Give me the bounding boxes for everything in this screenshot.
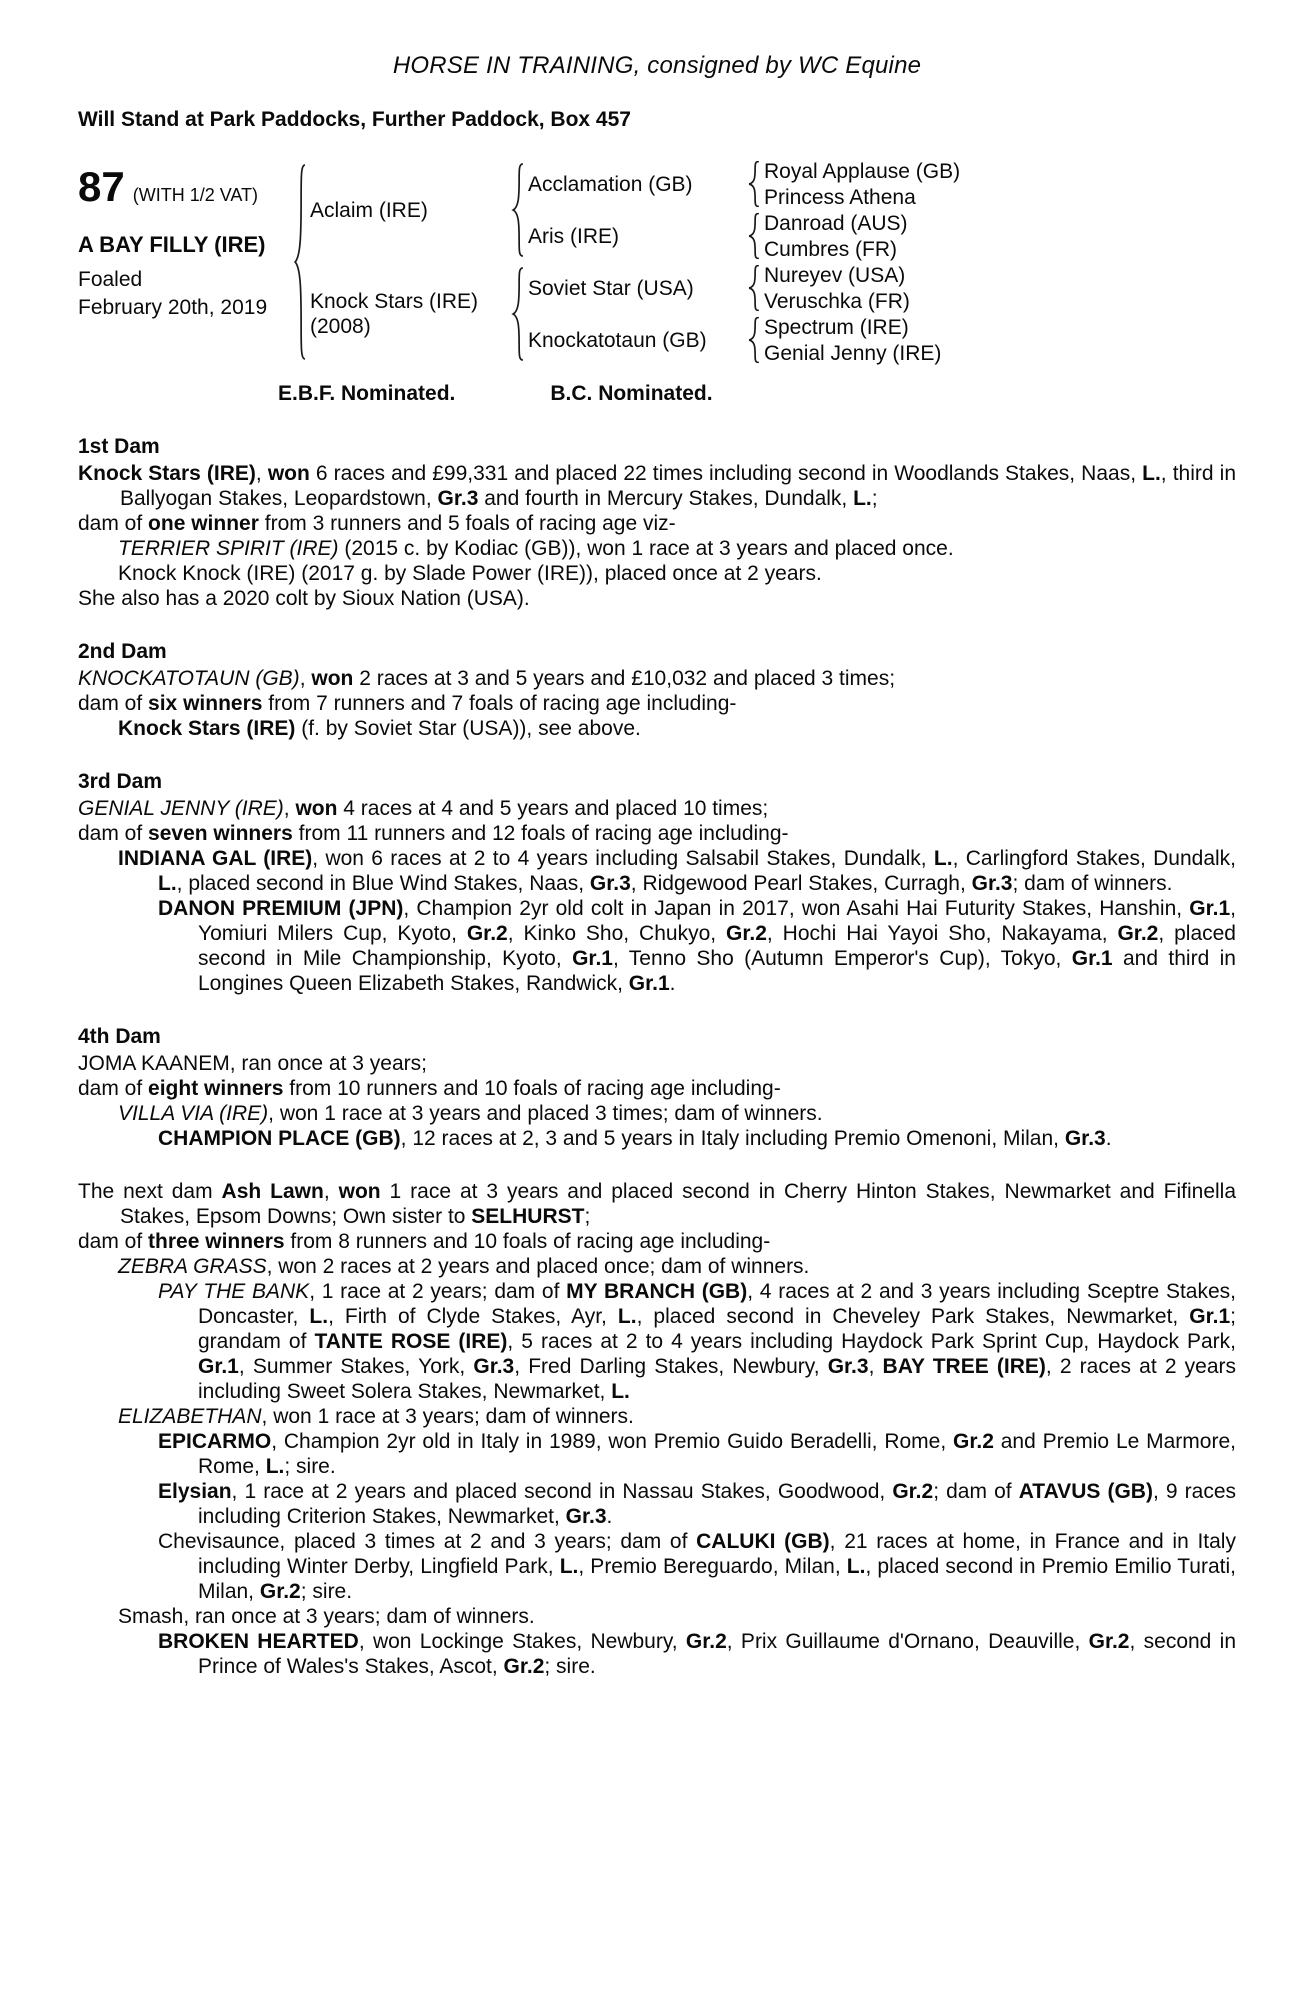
text-segment: ; sire. bbox=[544, 1655, 596, 1678]
text-segment: Gr.2 bbox=[1117, 922, 1159, 945]
text-segment: Gr.1 bbox=[1071, 947, 1113, 970]
text-segment: Smash, ran once at 3 years; dam of winners. bbox=[118, 1605, 535, 1628]
catalog-paragraph bbox=[78, 1101, 1236, 1126]
text-segment: Chevisaunce, placed 3 times at 2 and 3 years; dam of bbox=[158, 1530, 697, 1553]
text-segment: PAY THE BANK bbox=[158, 1280, 310, 1303]
text-segment: , 21 races at home, in France and in Italy including Winter Derby, Lingfield Park, bbox=[198, 1530, 1236, 1578]
text-segment: won bbox=[311, 667, 354, 690]
pedigree-name: Princess Athena bbox=[764, 185, 916, 209]
catalog-section bbox=[78, 1179, 1236, 1679]
text-segment: , won 2 races at 2 years and placed once; dam of winners. bbox=[266, 1255, 810, 1278]
text-segment: , Carlingford Stakes, Dundalk, bbox=[952, 847, 1237, 870]
text-segment: Gr.1 bbox=[628, 972, 670, 995]
text-segment: ; bbox=[871, 487, 878, 510]
text-segment: , 4 races at 2 and 3 years including Sceptre Stakes, Doncaster, bbox=[198, 1280, 1236, 1328]
pedigree-name: Nureyev (USA) bbox=[764, 263, 906, 287]
catalog-paragraph bbox=[78, 1429, 1236, 1479]
text-segment: , second in Prince of Wales's Stakes, Ascot, bbox=[198, 1630, 1236, 1678]
text-segment: , 1 race at 2 years and placed second in Nassau Stakes, Goodwood, bbox=[231, 1480, 893, 1503]
lot-line bbox=[78, 163, 288, 210]
text-segment: L. bbox=[265, 1455, 285, 1478]
text-segment: DANON PREMIUM (JPN) bbox=[158, 897, 404, 920]
text-segment: Gr.3 bbox=[1064, 1127, 1106, 1150]
text-segment: CHAMPION PLACE (GB) bbox=[158, 1127, 401, 1150]
brace-icon bbox=[511, 267, 524, 361]
foaled-label: Foaled bbox=[78, 268, 143, 291]
catalog-paragraph bbox=[78, 461, 1236, 511]
ebf-nominated: E.B.F. Nominated. bbox=[278, 382, 456, 405]
pedigree-g3-3 bbox=[764, 236, 960, 262]
catalog-paragraph bbox=[78, 796, 1236, 821]
text-segment: Gr.3 bbox=[473, 1355, 515, 1378]
text-segment: and Premio Le Marmore, Rome, bbox=[198, 1430, 1236, 1478]
pedigree-g3-7 bbox=[764, 340, 960, 366]
text-segment: , Champion 2yr old in Italy in 1989, won Premio Guido Beradelli, Rome, bbox=[271, 1430, 954, 1453]
pedigree-dam-year: (2008) bbox=[310, 315, 371, 338]
lot-info bbox=[78, 158, 288, 320]
text-segment: from 7 runners and 7 foals of racing age including- bbox=[262, 692, 737, 715]
text-segment: BROKEN HEARTED bbox=[158, 1630, 359, 1653]
text-segment: Ash Lawn bbox=[221, 1180, 324, 1203]
text-segment: , placed second in Mile Championship, Kyoto, bbox=[198, 922, 1236, 970]
page-title: HORSE IN TRAINING, consigned by WC Equine bbox=[392, 52, 922, 79]
pedigree-g3-2 bbox=[764, 210, 960, 236]
catalog-paragraph bbox=[78, 536, 1236, 561]
text-segment: , Hochi Hai Yayoi Sho, Nakayama, bbox=[766, 922, 1118, 945]
text-segment: Knock Knock (IRE) (2017 g. by Slade Power (IRE)), placed once at 2 years. bbox=[118, 562, 822, 585]
pedigree-name: Genial Jenny (IRE) bbox=[764, 341, 942, 365]
text-segment: Gr.3 bbox=[437, 487, 479, 510]
section-heading: 1st Dam bbox=[78, 435, 160, 458]
text-segment: , Premio Bereguardo, Milan, bbox=[578, 1555, 847, 1578]
text-segment: , Summer Stakes, York, bbox=[238, 1355, 474, 1378]
pedigree-name: Aris (IRE) bbox=[528, 224, 619, 248]
text-segment: 6 races and £99,331 and placed 22 times including second in Woodlands Stakes, Naas, bbox=[309, 462, 1143, 485]
text-segment: Gr.2 bbox=[1088, 1630, 1130, 1653]
catalog-paragraph bbox=[78, 1629, 1236, 1679]
text-segment: , Prix Guillaume d'Ornano, Deauville, bbox=[726, 1630, 1089, 1653]
text-segment: ; sire. bbox=[300, 1580, 353, 1603]
text-segment: dam of bbox=[78, 1230, 149, 1253]
catalog-paragraph bbox=[78, 1179, 1236, 1229]
text-segment: L. bbox=[1142, 462, 1161, 485]
text-segment: won bbox=[267, 462, 310, 485]
text-segment: The next dam bbox=[78, 1180, 222, 1203]
text-segment: 4 races at 4 and 5 years and placed 10 times; bbox=[337, 797, 769, 820]
text-segment: . bbox=[669, 972, 676, 995]
lot-number: 87 bbox=[78, 163, 125, 210]
vat-note: (WITH 1/2 VAT) bbox=[132, 185, 259, 205]
text-segment: BAY TREE (IRE) bbox=[882, 1355, 1046, 1378]
text-segment: INDIANA GAL (IRE) bbox=[118, 847, 313, 870]
section-heading: 4th Dam bbox=[78, 1025, 161, 1048]
text-segment: Gr.2 bbox=[726, 922, 767, 945]
pedigree-name: Knock Stars (IRE) bbox=[310, 290, 479, 313]
pedigree-block bbox=[78, 158, 1236, 366]
catalog-paragraph bbox=[78, 1126, 1236, 1151]
foaled-date: February 20th, 2019 bbox=[78, 296, 268, 319]
text-segment: eight winners bbox=[148, 1077, 284, 1100]
text-segment: , 12 races at 2, 3 and 5 years in Italy including Premio Omenoni, Milan, bbox=[400, 1127, 1065, 1150]
text-segment: dam of bbox=[78, 822, 149, 845]
brace-icon bbox=[293, 163, 306, 361]
pedigree-g2-1 bbox=[528, 210, 742, 262]
text-segment: 2 races at 3 and 5 years and £10,032 and placed 3 times; bbox=[353, 667, 896, 690]
catalog-section bbox=[78, 639, 1236, 741]
text-segment: , 9 races including Criterion Stakes, Newmarket, bbox=[198, 1480, 1237, 1528]
text-segment: (2015 c. by Kodiac (GB)), won 1 race at 3 years and placed once. bbox=[338, 537, 954, 560]
text-segment: seven winners bbox=[148, 822, 293, 845]
pedigree-g3-6 bbox=[764, 314, 960, 340]
text-segment: TANTE ROSE (IRE) bbox=[314, 1330, 508, 1353]
text-segment: , bbox=[283, 797, 296, 820]
catalog-paragraph bbox=[78, 1076, 1236, 1101]
section-heading: 3rd Dam bbox=[78, 770, 163, 793]
catalog-paragraph bbox=[78, 1404, 1236, 1429]
pedigree-g2-3 bbox=[528, 314, 742, 366]
pedigree-g3-4 bbox=[764, 262, 960, 288]
pedigree-g3-0 bbox=[764, 158, 960, 184]
brace-gen3-1 bbox=[742, 210, 764, 262]
text-segment: Gr.2 bbox=[466, 922, 508, 945]
text-segment: L. bbox=[611, 1380, 630, 1403]
text-segment: won bbox=[338, 1180, 381, 1203]
text-segment: , won 6 races at 2 to 4 years including Salsabil Stakes, Dundalk, bbox=[312, 847, 934, 870]
text-segment: Gr.2 bbox=[503, 1655, 545, 1678]
catalog-section bbox=[78, 1024, 1236, 1151]
pedigree-name: Aclaim (IRE) bbox=[310, 198, 428, 222]
text-segment: from 11 runners and 12 foals of racing age including- bbox=[292, 822, 789, 845]
text-segment: L. bbox=[617, 1305, 637, 1328]
text-segment: Gr.1 bbox=[1189, 897, 1231, 920]
catalog-sections bbox=[78, 434, 1236, 1679]
pedigree-dam bbox=[310, 262, 506, 366]
text-segment: , placed second in Premio Emilio Turati, Milan, bbox=[198, 1555, 1236, 1603]
text-segment: , Champion 2yr old colt in Japan in 2017, won Asahi Hai Futurity Stakes, Hanshin, bbox=[403, 897, 1190, 920]
text-segment: from 10 runners and 10 foals of racing age including- bbox=[283, 1077, 781, 1100]
text-segment: Knock Stars (IRE) bbox=[78, 462, 256, 485]
text-segment: ZEBRA GRASS bbox=[118, 1255, 267, 1278]
text-segment: She also has a 2020 colt by Sioux Nation (USA). bbox=[78, 587, 530, 610]
pedigree-name: Acclamation (GB) bbox=[528, 172, 693, 196]
pedigree-name: Soviet Star (USA) bbox=[528, 276, 694, 300]
catalog-paragraph bbox=[78, 1229, 1236, 1254]
brace-gen2-bottom bbox=[506, 262, 528, 366]
text-segment: EPICARMO bbox=[158, 1430, 272, 1453]
text-segment: , bbox=[868, 1355, 883, 1378]
text-segment: Gr.2 bbox=[685, 1630, 727, 1653]
text-segment: VILLA VIA (IRE) bbox=[118, 1102, 269, 1125]
text-segment: Gr.2 bbox=[953, 1430, 994, 1453]
catalog-paragraph bbox=[78, 1279, 1236, 1404]
nominations bbox=[78, 382, 1236, 406]
brace-icon bbox=[747, 265, 760, 311]
bc-nominated: B.C. Nominated. bbox=[550, 382, 713, 405]
catalog-paragraph bbox=[78, 561, 1236, 586]
horse-description: A BAY FILLY (IRE) bbox=[78, 232, 266, 257]
brace-gen2-top bbox=[506, 158, 528, 262]
catalog-paragraph bbox=[78, 1529, 1236, 1604]
brace-gen3-0 bbox=[742, 158, 764, 210]
text-segment: . bbox=[606, 1505, 613, 1528]
text-segment: , placed second in Cheveley Park Stakes, Newmarket, bbox=[636, 1305, 1190, 1328]
catalog-section bbox=[78, 769, 1236, 996]
brace-icon bbox=[747, 161, 760, 207]
text-segment: KNOCKATOTAUN (GB) bbox=[78, 667, 300, 690]
text-segment: Gr.2 bbox=[892, 1480, 934, 1503]
text-segment: , won Lockinge Stakes, Newbury, bbox=[358, 1630, 686, 1653]
pedigree-g3-1 bbox=[764, 184, 960, 210]
text-segment: Gr.3 bbox=[971, 872, 1013, 895]
brace-gen3-2 bbox=[742, 262, 764, 314]
text-segment: , placed second in Blue Wind Stakes, Naas, bbox=[176, 872, 590, 895]
text-segment: MY BRANCH (GB) bbox=[566, 1280, 748, 1303]
text-segment: , bbox=[323, 1180, 339, 1203]
text-segment: from 3 runners and 5 foals of racing age viz- bbox=[258, 512, 676, 535]
text-segment: one winner bbox=[148, 512, 259, 535]
brace-gen3-3 bbox=[742, 314, 764, 366]
text-segment: TERRIER SPIRIT (IRE) bbox=[118, 537, 339, 560]
pedigree-name: Veruschka (FR) bbox=[764, 289, 910, 313]
catalog-paragraph bbox=[78, 1051, 1236, 1076]
section-heading: 2nd Dam bbox=[78, 640, 167, 663]
text-segment: ; dam of bbox=[933, 1480, 1019, 1503]
text-segment: and fourth in Mercury Stakes, Dundalk, bbox=[478, 487, 854, 510]
text-segment: 1 race at 3 years and placed second in Cherry Hinton Stakes, Newmarket and Fifinella Stakes, Epsom Downs; Own sister to bbox=[120, 1180, 1237, 1228]
text-segment: Gr.1 bbox=[198, 1355, 239, 1378]
text-segment: JOMA KAANEM, ran once at 3 years; bbox=[78, 1052, 427, 1075]
text-segment: L. bbox=[933, 847, 953, 870]
pedigree-name: Cumbres (FR) bbox=[764, 237, 898, 261]
catalog-paragraph bbox=[78, 1254, 1236, 1279]
text-segment: , 1 race at 2 years; dam of bbox=[309, 1280, 567, 1303]
pedigree-name: Spectrum (IRE) bbox=[764, 315, 909, 339]
text-segment: Gr.1 bbox=[1189, 1305, 1231, 1328]
catalog-paragraph bbox=[78, 691, 1236, 716]
brace-icon bbox=[747, 213, 760, 259]
text-segment: , third in Ballyogan Stakes, Leopardstown, bbox=[120, 462, 1237, 510]
text-segment: ; dam of winners. bbox=[1012, 872, 1173, 895]
stand-note: Will Stand at Park Paddocks, Further Paddock, Box 457 bbox=[78, 108, 631, 131]
text-segment: L. bbox=[846, 1555, 866, 1578]
text-segment: , Ridgewood Pearl Stakes, Curragh, bbox=[630, 872, 972, 895]
text-segment: Gr.3 bbox=[827, 1355, 869, 1378]
text-segment: ATAVUS (GB) bbox=[1018, 1480, 1153, 1503]
catalog-paragraph bbox=[78, 511, 1236, 536]
text-segment: Elysian bbox=[158, 1480, 232, 1503]
text-segment: dam of bbox=[78, 1077, 149, 1100]
text-segment: L. bbox=[559, 1555, 579, 1578]
pedigree-g2-0 bbox=[528, 158, 742, 210]
text-segment: Gr.3 bbox=[589, 872, 631, 895]
text-segment: Gr.1 bbox=[572, 947, 613, 970]
text-segment: , Kinko Sho, Chukyo, bbox=[507, 922, 727, 945]
pedigree-name: Danroad (AUS) bbox=[764, 211, 908, 235]
text-segment: ; sire. bbox=[284, 1455, 336, 1478]
text-segment: Gr.3 bbox=[565, 1505, 607, 1528]
catalog-paragraph bbox=[78, 666, 1236, 691]
catalog-paragraph bbox=[78, 1479, 1236, 1529]
catalog-paragraph bbox=[78, 896, 1236, 996]
text-segment: L. bbox=[158, 872, 177, 895]
text-segment: , won 1 race at 3 years; dam of winners. bbox=[261, 1405, 634, 1428]
text-segment: from 8 runners and 10 foals of racing age including- bbox=[284, 1230, 771, 1253]
text-segment: Knock Stars (IRE) bbox=[118, 717, 296, 740]
text-segment: , Yomiuri Milers Cup, Kyoto, bbox=[198, 897, 1236, 945]
brace-gen1 bbox=[288, 158, 310, 366]
text-segment: . bbox=[1105, 1127, 1112, 1150]
text-segment: , Fred Darling Stakes, Newbury, bbox=[514, 1355, 828, 1378]
text-segment: ; grandam of bbox=[198, 1305, 1236, 1353]
text-segment: won bbox=[295, 797, 338, 820]
text-segment: , won 1 race at 3 years and placed 3 times; dam of winners. bbox=[268, 1102, 823, 1125]
text-segment: L. bbox=[309, 1305, 329, 1328]
text-segment: six winners bbox=[148, 692, 263, 715]
pedigree-g2-2 bbox=[528, 262, 742, 314]
text-segment: three winners bbox=[148, 1230, 285, 1253]
pedigree-name: Knockatotaun (GB) bbox=[528, 328, 707, 352]
text-segment: , bbox=[299, 667, 312, 690]
pedigree-name: Royal Applause (GB) bbox=[764, 159, 961, 183]
text-segment: , 2 races at 2 years including Sweet Solera Stakes, Newmarket, bbox=[198, 1355, 1237, 1403]
text-segment: , Firth of Clyde Stakes, Ayr, bbox=[328, 1305, 618, 1328]
catalog-paragraph bbox=[78, 821, 1236, 846]
catalog-paragraph bbox=[78, 846, 1236, 896]
text-segment: (f. by Soviet Star (USA)), see above. bbox=[295, 717, 641, 740]
text-segment: , Tenno Sho (Autumn Emperor's Cup), Tokyo, bbox=[612, 947, 1072, 970]
catalog-paragraph bbox=[78, 586, 1236, 611]
text-segment: Gr.2 bbox=[259, 1580, 301, 1603]
pedigree-sire bbox=[310, 158, 506, 262]
text-segment: and third in Longines Queen Elizabeth Stakes, Randwick, bbox=[198, 947, 1236, 995]
text-segment: ELIZABETHAN bbox=[118, 1405, 262, 1428]
text-segment: SELHURST bbox=[471, 1205, 585, 1228]
text-segment: GENIAL JENNY (IRE) bbox=[78, 797, 284, 820]
text-segment: , 5 races at 2 to 4 years including Haydock Park Sprint Cup, Haydock Park, bbox=[507, 1330, 1236, 1353]
pedigree-g3-5 bbox=[764, 288, 960, 314]
brace-icon bbox=[511, 163, 524, 257]
text-segment: ; bbox=[584, 1205, 591, 1228]
text-segment: dam of bbox=[78, 692, 149, 715]
text-segment: CALUKI (GB) bbox=[696, 1530, 830, 1553]
catalog-paragraph bbox=[78, 1604, 1236, 1629]
catalog-section bbox=[78, 434, 1236, 611]
pedigree-tree bbox=[288, 158, 960, 366]
text-segment: L. bbox=[853, 487, 872, 510]
brace-icon bbox=[747, 317, 760, 363]
text-segment: , bbox=[255, 462, 268, 485]
catalog-paragraph bbox=[78, 716, 1236, 741]
text-segment: dam of bbox=[78, 512, 149, 535]
